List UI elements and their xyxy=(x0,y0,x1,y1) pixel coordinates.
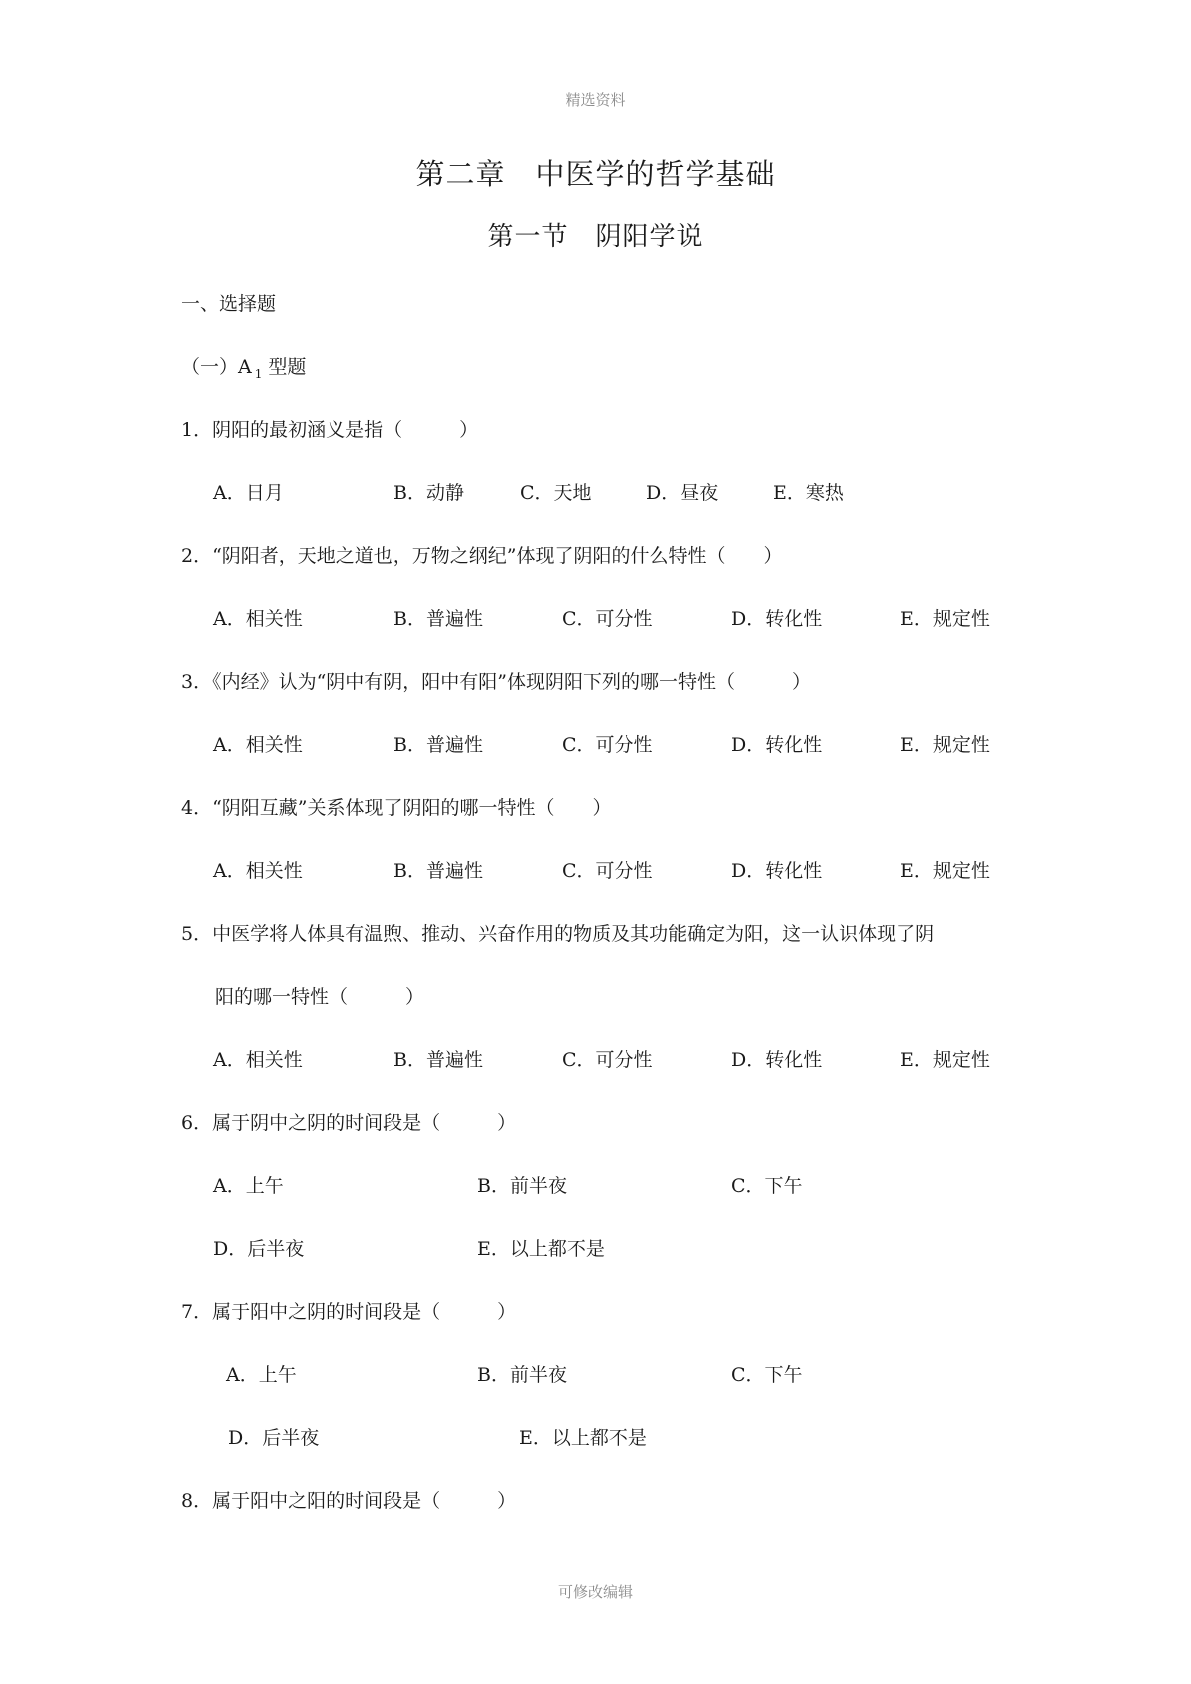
question-4-option-c: C．可分性 xyxy=(562,860,653,882)
question-2-option-b: B．普遍性 xyxy=(393,608,483,630)
question-3-option-b: B．普遍性 xyxy=(393,734,483,756)
question-3-option-d: D．转化性 xyxy=(731,734,823,756)
question-4: 4．“阴阳互藏”关系体现了阴阳的哪一特性（ ） xyxy=(181,797,612,819)
question-2-option-e: E．规定性 xyxy=(900,608,990,630)
question-3: 3．《内经》认为“阴中有阴，阳中有阳”体现阴阳下列的哪一特性（ ） xyxy=(181,671,812,693)
question-7-option-a: A．上午 xyxy=(226,1364,297,1386)
question-5-option-d: D．转化性 xyxy=(731,1049,823,1071)
question-2: 2．“阴阳者，天地之道也，万物之纲纪”体现了阴阳的什么特性（ ） xyxy=(181,545,783,567)
question-5-option-e: E．规定性 xyxy=(900,1049,990,1071)
question-7-option-c: C．下午 xyxy=(731,1364,803,1386)
question-7-option-d: D．后半夜 xyxy=(228,1427,320,1449)
question-6: 6．属于阴中之阴的时间段是（ ） xyxy=(181,1112,517,1134)
footer-watermark: 可修改编辑 xyxy=(557,1583,633,1601)
question-1-option-b: B．动静 xyxy=(393,482,464,504)
question-5-continued: 阳的哪一特性（ ） xyxy=(215,986,425,1008)
question-5: 5．中医学将人体具有温煦、推动、兴奋作用的物质及其功能确定为阳，这一认识体现了阴 xyxy=(181,923,935,945)
question-6-option-b: B．前半夜 xyxy=(477,1175,567,1197)
question-6-option-d: D．后半夜 xyxy=(213,1238,305,1260)
question-8: 8．属于阳中之阳的时间段是（ ） xyxy=(181,1490,517,1512)
question-3-option-c: C．可分性 xyxy=(562,734,653,756)
question-7-option-b: B．前半夜 xyxy=(477,1364,567,1386)
question-2-option-a: A．相关性 xyxy=(213,608,303,630)
question-4-option-b: B．普遍性 xyxy=(393,860,483,882)
section-title: 第一节 阴阳学说 xyxy=(487,222,704,252)
question-2-option-c: C．可分性 xyxy=(562,608,653,630)
question-3-option-e: E．规定性 xyxy=(900,734,990,756)
question-1: 1．阴阳的最初涵义是指（ ） xyxy=(181,419,479,441)
header-watermark: 精选资料 xyxy=(565,91,626,109)
question-6-option-a: A．上午 xyxy=(213,1175,284,1197)
question-1-option-e: E．寒热 xyxy=(773,482,844,504)
question-5-option-c: C．可分性 xyxy=(562,1049,653,1071)
question-3-option-a: A．相关性 xyxy=(213,734,303,756)
part-heading: 一、选择题 xyxy=(181,293,277,315)
question-5-option-a: A．相关性 xyxy=(213,1049,303,1071)
question-2-option-d: D．转化性 xyxy=(731,608,823,630)
question-1-option-c: C．天地 xyxy=(520,482,592,504)
question-5-option-b: B．普遍性 xyxy=(393,1049,483,1071)
question-4-option-a: A．相关性 xyxy=(213,860,303,882)
question-type-heading: （一）A $_1$ 型题 xyxy=(181,356,307,381)
question-6-option-e: E．以上都不是 xyxy=(477,1238,605,1260)
question-4-option-e: E．规定性 xyxy=(900,860,990,882)
chapter-title: 第二章 中医学的哲学基础 xyxy=(415,157,776,191)
question-7-option-e: E．以上都不是 xyxy=(519,1427,647,1449)
question-1-option-a: A．日月 xyxy=(213,482,284,504)
question-1-option-d: D．昼夜 xyxy=(646,482,719,504)
question-6-option-c: C．下午 xyxy=(731,1175,803,1197)
question-4-option-d: D．转化性 xyxy=(731,860,823,882)
question-7: 7．属于阳中之阴的时间段是（ ） xyxy=(181,1301,517,1323)
